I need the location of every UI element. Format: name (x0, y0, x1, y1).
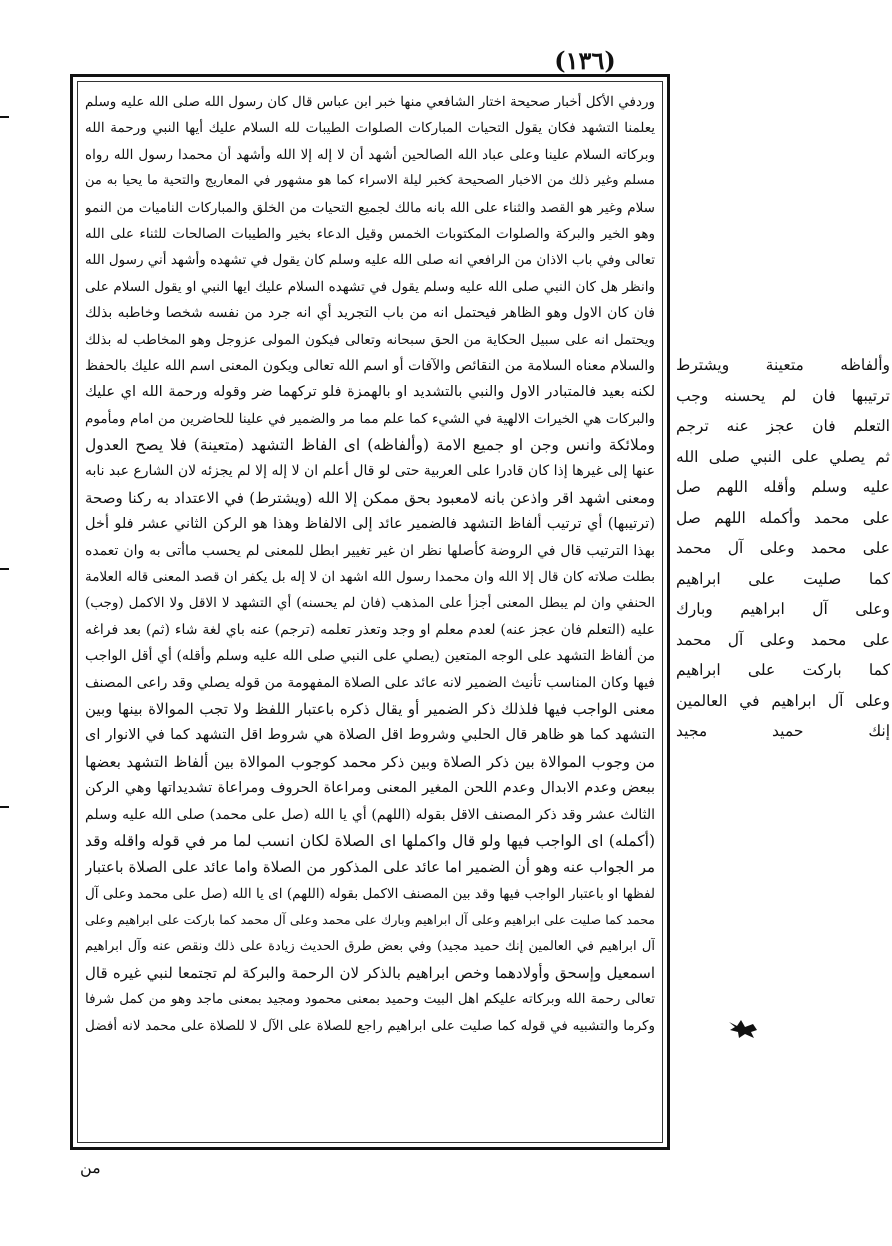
text-line: آل ابراهيم في العالمين إنك حميد مجيد) وفي بعض طرق الحديث زيادة على ذلك ونقص عنه وآل ابراهيم (85, 938, 655, 954)
margin-line: وألفاظه متعينة ويشترط (676, 356, 890, 374)
text-line: بطلت صلاته كان قال إلا الله وان محمدا رسول الله اشهد ان لا إله بل يكفر ان قصد المعنى قاله العلامة (85, 569, 655, 586)
text-line: والبركات هي الخيرات الالهية في الشيء كما علم مما مر والضمير في علينا للحاضرين من امام ومأموم (85, 410, 655, 427)
margin-line: ترتيبها فان لم يحسنه وجب (676, 386, 890, 405)
margin-line: على محمد وعلى آل محمد (676, 630, 890, 649)
text-line: وانظر هل كان النبي صلى الله عليه وسلم يقول في تشهده السلام عليك ايها النبي او يقول السلام على (85, 278, 655, 295)
text-line: عنها إلى غيرها إذا كان قادرا على العربية حتى لو قال أعلم ان لا إله إلا لم يجزئه لان الشارع عبد نابه (85, 463, 655, 480)
text-line: معنى الواجب فيها فلذلك ذكر الضمير أو يقال ذكره باعتبار اللفظ ولا تجب الموالاة بينها وبين (85, 699, 655, 718)
text-line: (ترتيبها) أي ترتيب ألفاظ التشهد فالضمير عائد إلى الالفاظ وهذا هو الركن الثاني عشر فلو أخل (85, 516, 655, 533)
text-line: اسمعيل وإسحق وأولادهما وخص ابراهيم بالذكر لان الرحمة والبركة لم تجتمعا لنبي غيره قال (85, 963, 655, 982)
text-line: محمد كما صليت على ابراهيم وعلى آل ابراهيم وبارك على محمد وعلى آل محمد كما باركت على ابراهيم وعلى (85, 912, 655, 928)
text-line: وردفي الأكل أخبار صحيحة اختار الشافعي منها خبر ابن عباس قال كان رسول الله صلى الله عليه وسلم (85, 94, 655, 110)
text-line: فان كان الاول وهو الظاهر فيحتمل انه من باب التجريد أي انه جرد من نفسه شخصا وخاطبه بذلك (85, 305, 655, 322)
margin-line: وعلى آل ابراهيم وبارك (676, 600, 890, 618)
text-line: ويحتمل انه على سبيل الحكاية من الحق سبحانه وتعالى فيكون المولى عزوجل وهو المخاطب له بذلك (85, 331, 655, 348)
text-line: عليه (التعلم فان عجز عنه) لعدم معلم او وجد وتعذر تعلمه (ترجم) عنه باي لغة شاء (ثم) بعد فراغه (85, 621, 655, 638)
margin-line: كما باركت على ابراهيم (676, 661, 890, 679)
main-text-block (85, 89, 655, 1137)
text-line: مسلم وغير ذلك من الاخبار الصحيحة كخبر ليلة الاسراء كما هو مشهور في المعاريج والتحية ما يحيا به من (85, 173, 655, 189)
text-line: وملائكة وانس وجن او جميع الامة (وألفاظه) اى الفاظ التشهد (متعينة) فلا يصح العدول (85, 436, 655, 455)
margin-line: على محمد وأكمله اللهم صل (676, 508, 890, 527)
text-line: لكنه بعيد فالمتبادر الاول والنبي بالتشديد او بالهمزة فلو تركهما ضر وقوله ورحمة الله اي عليك (85, 384, 655, 401)
margin-line: وعلى آل ابراهيم في العالمين (676, 691, 890, 710)
text-line: مر الجواب عنه وهو أن الضمير اما عائد على المذكور من الصلاة واما عائد على الصلاة باعتبار (85, 858, 655, 877)
text-line: وكرما والتشبيه في قوله كما صليت على ابراهيم راجع للصلاة على الآل لا للصلاة على محمد لانه أفضل (85, 1017, 655, 1034)
edge-mark-left-lower (0, 806, 9, 808)
margin-line: كما صليت على ابراهيم (676, 569, 890, 588)
text-line: من وجوب الموالاة بين ذكر الصلاة وبين ذكر محمد كوجوب الموالاة بين ألفاظ التشهد بعضها (85, 752, 655, 771)
text-line: الثالث عشر وقد ذكر المصنف الاقل بقوله (اللهم) أي يا الله (صل على محمد) صلى الله عليه وسلم (85, 806, 655, 823)
text-line: لفظها او باعتبار الواجب فيها وقد بين المصنف الاكمل بقوله (اللهم) اى يا الله (صل على محمد وعلى آل (85, 885, 655, 902)
text-line: تعالى وفي باب الاذان من الرافعي انه صلى الله عليه وسلم كان يقول في تشهده وأشهد أني رسول الله (85, 252, 655, 269)
margin-line: ثم يصلي على النبي صلى الله (676, 447, 890, 466)
margin-line: على محمد وعلى آل محمد (676, 539, 890, 557)
ink-blot (727, 1016, 761, 1040)
margin-line: إنك حميد مجيد (676, 722, 890, 740)
text-line: وهو الخير والبركة والصلوات المكتوبات الخمس وقيل الدعاء بخير والطيبات الصالحات للثناء على الله (85, 225, 655, 242)
margin-line: عليه وسلم وأقله اللهم صل (676, 478, 890, 496)
catchword: من (80, 1158, 101, 1177)
text-line: الحنفي وان لم يبطل المعنى أجزأ على المذهب (فان لم يحسنه) أي التشهد لا الاقل ولا الاكمل (وجب) (85, 595, 655, 612)
margin-line: التعلم فان عجز عنه ترجم (676, 417, 890, 435)
text-line: والسلام معناه السلامة من النقائص والآفات أو اسم الله تعالى ويكون المعنى اسم الله عليك بالحفظ (85, 357, 655, 374)
text-line: (أكمله) اى الواجب فيها ولو قال واكملها اى الصلاة لكان انسب لما مر في قوله واقله وقد (85, 831, 655, 850)
text-line: يعلمنا التشهد فكان يقول التحيات المباركات الصلوات الطيبات لله السلام عليك أيها النبي ورحمة الله (85, 120, 655, 137)
edge-mark-left-top (0, 116, 9, 118)
edge-mark-left-middle (0, 568, 9, 570)
margin-note-matn (676, 350, 890, 747)
text-line: فيها وكان المناسب تأنيث الضمير لانه عائد على الصلاة المفهومة من قوله يصلي وقد راعى المصنف (85, 674, 655, 691)
text-line: ومعنى اشهد اقر واذعن بانه لامعبود بحق ممكن إلا الله (ويشترط) في الاعتداد به ركنا وصحة (85, 488, 655, 507)
text-frame (70, 74, 670, 1150)
text-line: سلام وغير هو القصد والثناء على الله بانه مالك لجميع التحيات من الخلق والمباركات الناميات من النمو (85, 199, 655, 216)
text-line: تعالى رحمة الله وبركاته عليكم اهل البيت وحميد بمعنى محمود ومجيد بمعنى ماجد وهو من كمل شرفا (85, 991, 655, 1008)
text-line: وبركاته السلام علينا وعلى عباد الله الصالحين أشهد أن لا إله إلا الله وأشهد أن محمدا رسول الله رواه (85, 146, 655, 163)
text-line: من ألفاظ التشهد على الوجه المتعين (يصلي على النبي صلى الله عليه وسلم وأقله) أي أقل الواجب (85, 648, 655, 665)
text-line: بهذا الترتيب قال في الروضة كأصلها نظر ان غير تغيير ابطل للمعنى لم يحسب ماأتى به وان تعمده (85, 542, 655, 559)
text-line: التشهد كما هو ظاهر قال الحلبي وشروط اقل الصلاة هي شروط اقل التشهد كما في الانوار اى (85, 727, 655, 744)
page-number: (١٣٦) (554, 46, 616, 75)
text-line: ببعض وعدم الابدال وعدم اللحن المغير المعنى ومراعاة الحروف ومراعاة تشديداتها وهي الركن (85, 780, 655, 797)
